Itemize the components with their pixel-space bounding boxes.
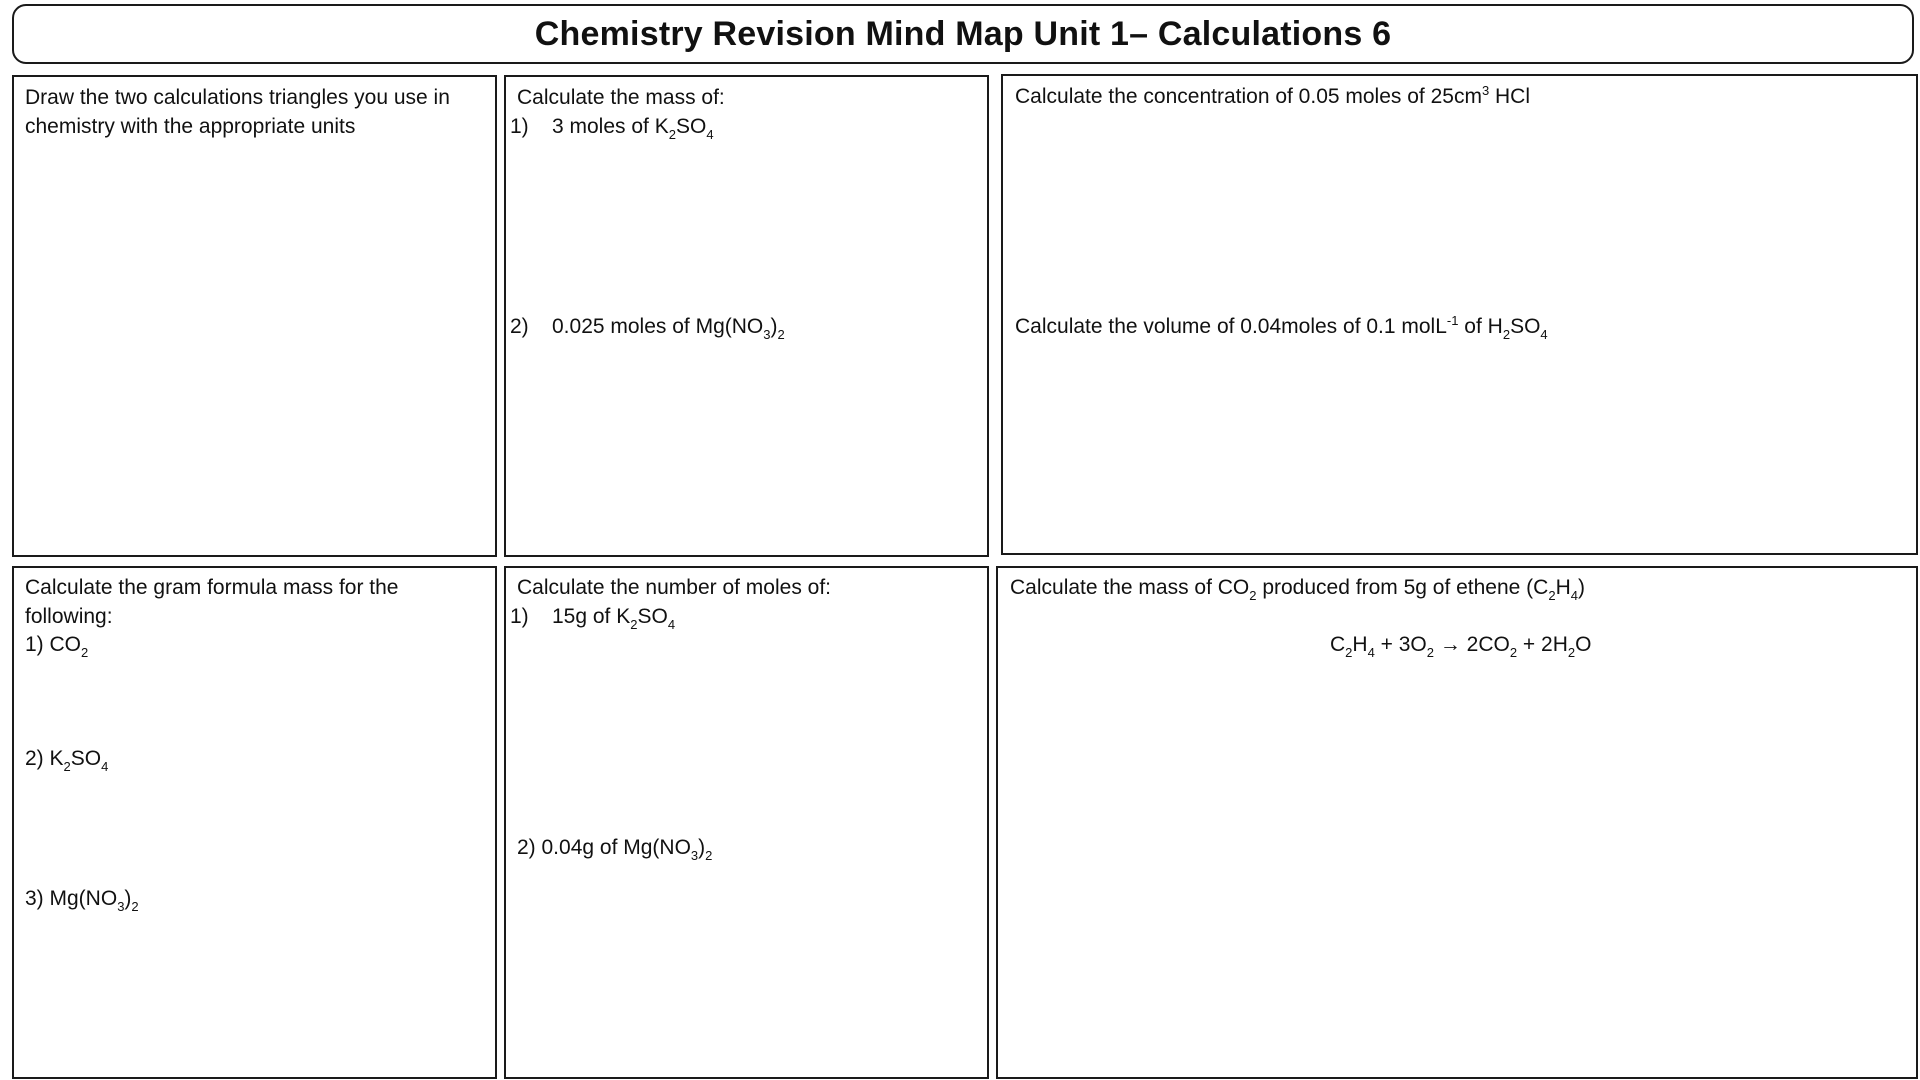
eq-o: O: [1575, 633, 1592, 656]
mass-q1-k-subscript: 2: [668, 127, 676, 142]
mass-q2-close-subscript: 2: [777, 327, 785, 342]
arrow-icon: →: [1434, 633, 1467, 656]
panel-calculate-mass: [504, 75, 989, 557]
moles-q1-so: SO: [637, 605, 668, 628]
page-title: Chemistry Revision Mind Map Unit 1– Calculations 6: [534, 14, 1392, 53]
concentration-question-1: [1015, 82, 1530, 113]
ethene-q-text: Calculate the mass of CO: [1010, 576, 1250, 599]
ethene-q-h-subscript: 4: [1570, 588, 1578, 603]
eq-co: 2CO: [1466, 633, 1510, 656]
panel-ethene-combustion: [996, 566, 1918, 1079]
mass-q1-number: 1): [510, 115, 529, 138]
gfm-q3-text: 3) Mg(NO: [25, 887, 118, 910]
conc-q2-text: Calculate the volume of 0.04moles of 0.1 molL: [1015, 315, 1447, 338]
mass-q2-text: 0.025 moles of Mg(NO: [552, 315, 764, 338]
mass-q1-text: 3 moles of K: [552, 115, 669, 138]
eq-o-subscript: 2: [1426, 645, 1434, 660]
conc-q2-so: SO: [1510, 315, 1541, 338]
gfm-q3-close: ): [124, 887, 132, 910]
ethene-equation: [1330, 630, 1591, 661]
moles-question-1: [510, 602, 675, 633]
conc-q1-text: Calculate the concentration of 0.05 moles of 25cm: [1015, 85, 1482, 108]
moles-q2-no-subscript: 3: [690, 848, 699, 863]
gfm-question-1: [25, 630, 88, 661]
gfm-question-3: [25, 884, 139, 915]
conc-q1-superscript: 3: [1481, 83, 1490, 98]
ethene-q-co-subscript: 2: [1249, 588, 1257, 603]
ethene-q-h: H: [1555, 576, 1571, 599]
concentration-question-2: [1015, 312, 1548, 343]
gfm-question-2: [25, 744, 108, 775]
gfm-q2-text: 2) K: [25, 747, 64, 770]
eq-h: H: [1352, 633, 1368, 656]
conc-q2-superscript: -1: [1446, 313, 1459, 328]
mass-q1-so: SO: [675, 115, 707, 138]
title-box: [12, 4, 1914, 64]
gfm-q1-text: 1) CO: [25, 633, 82, 656]
mass-question-1: [510, 112, 714, 143]
moles-q2-close: ): [698, 836, 706, 859]
moles-question-2: [517, 833, 712, 864]
gfm-q3-close-subscript: 2: [131, 899, 139, 914]
conc-q2-mid: of H: [1458, 315, 1503, 338]
mass-question-2: [510, 312, 785, 343]
panel-concentration: [1001, 74, 1918, 555]
moles-q1-k-subscript: 2: [630, 617, 638, 632]
ethene-question: [1010, 573, 1585, 604]
moles-q2-text: 2) 0.04g of Mg(NO: [517, 836, 691, 859]
mass-q1-so-subscript: 4: [706, 127, 714, 142]
eq-h-subscript: 4: [1367, 645, 1375, 660]
eq-co-subscript: 2: [1509, 645, 1518, 660]
gfm-q2-k-subscript: 2: [63, 759, 71, 774]
gfm-q1-subscript: 2: [81, 645, 89, 660]
gfm-q3-no-subscript: 3: [117, 899, 125, 914]
eq-plus-water: + 2H: [1517, 633, 1568, 656]
mass-q2-close: ): [770, 315, 778, 338]
mass-q2-number: 2): [510, 315, 529, 338]
eq-c: C: [1330, 633, 1346, 656]
eq-plus-oxygen: + 3O: [1374, 633, 1427, 656]
eq-h2-subscript: 2: [1567, 645, 1576, 660]
gfm-heading: Calculate the gram formula mass for the following:: [25, 576, 399, 628]
gfm-q2-so: SO: [70, 747, 102, 770]
panel-gram-formula-mass: [12, 566, 497, 1079]
mass-heading: Calculate the mass of:: [517, 86, 725, 109]
triangles-prompt: Draw the two calculations triangles you use in chemistry with the appropriate units: [25, 86, 450, 138]
ethene-q-c-subscript: 2: [1548, 588, 1556, 603]
moles-heading: Calculate the number of moles of:: [517, 576, 831, 599]
moles-q1-so-subscript: 4: [667, 617, 676, 632]
eq-c-subscript: 2: [1345, 645, 1353, 660]
mass-q2-no-subscript: 3: [763, 327, 771, 342]
panel-calculation-triangles: [12, 75, 497, 557]
panel-number-of-moles: [504, 566, 989, 1079]
ethene-q-mid: produced from 5g of ethene (C: [1256, 576, 1549, 599]
ethene-q-close: ): [1577, 576, 1585, 599]
conc-q2-so-subscript: 4: [1540, 327, 1548, 342]
conc-q1-tail: HCl: [1489, 85, 1531, 108]
gfm-q2-so-subscript: 4: [101, 759, 109, 774]
moles-q1-text: 15g of K: [552, 605, 631, 628]
moles-q1-number: 1): [510, 605, 529, 628]
conc-q2-h-subscript: 2: [1502, 327, 1511, 342]
moles-q2-close-subscript: 2: [705, 848, 713, 863]
